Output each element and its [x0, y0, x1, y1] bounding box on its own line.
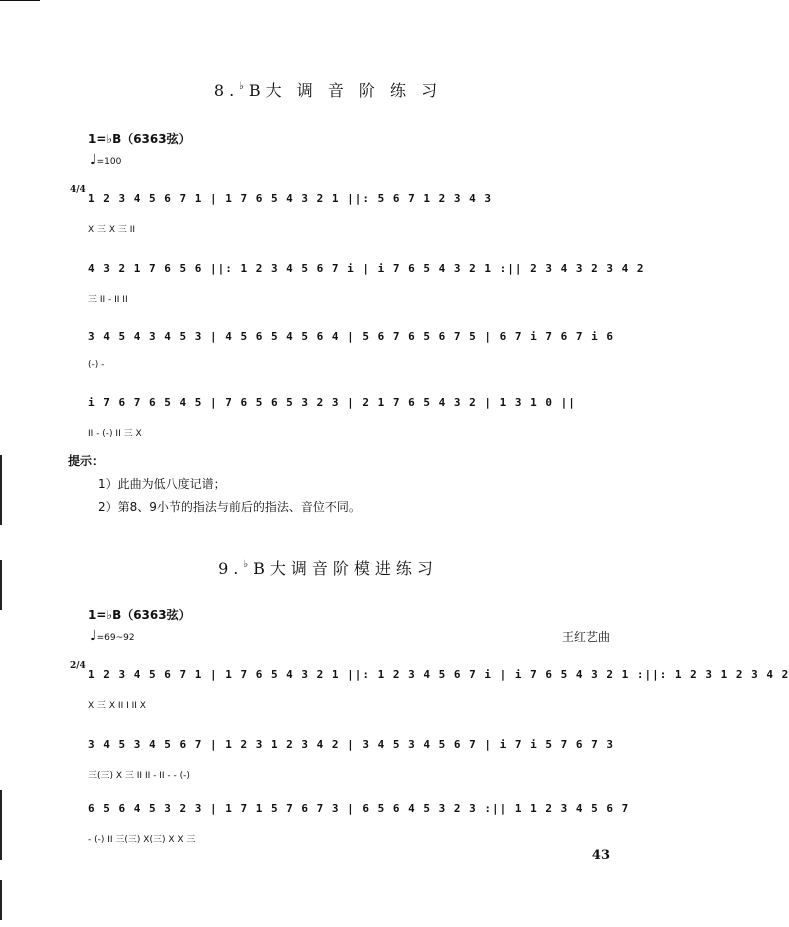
notes: i 7 6 7 6 5 4 5 | 7 6 5 6 5 3 2 3 | 2 1 7 6 5 4 3 2 | 1 3 1 0 ||: [88, 396, 576, 409]
section8-row-1: [70, 185, 616, 235]
section9-tempo: [90, 628, 135, 644]
corner-rule: [0, 0, 40, 1]
section8-title-number: 8.: [213, 81, 240, 100]
notes: 6 5 6 4 5 3 2 3 | 1 7 1 5 7 6 7 3 | 6 5 6 4 5 3 2 3 :|| 1 1 2 3 4 5 6 7: [88, 802, 630, 815]
margin-mark-3: [0, 790, 2, 860]
section9-title: [0, 556, 656, 579]
section8-key: 1=♭B（6363弦）: [88, 132, 191, 146]
fingering-marks: X 三 X II I II X: [88, 701, 146, 711]
section9-key: 1=♭B（6363弦）: [88, 608, 191, 622]
section8-row-4: [88, 396, 616, 439]
section8-title: [0, 78, 656, 101]
quarter-note-icon: ♩: [90, 628, 97, 644]
section9-title-flat: ♭: [243, 559, 254, 570]
section9-title-text: B大调音阶模进练习: [253, 559, 438, 578]
section8-tempo-value: =100: [96, 157, 122, 167]
section8-row-2: [88, 262, 645, 305]
fingering-marks: (-) -: [88, 360, 105, 370]
section9-title-number: 9.: [218, 559, 244, 578]
section8-title-flat: ♭: [239, 81, 249, 92]
notes: 3 4 5 3 4 5 6 7 | 1 2 3 1 2 3 4 2 | 3 4 5 3 4 5 6 7 | i 7 i 5 7 6 7 3: [88, 738, 614, 751]
tips-block: [68, 452, 361, 515]
section9-tempo-value: =69~92: [96, 633, 135, 643]
section8-tempo: [90, 152, 121, 168]
notes: 4 3 2 1 7 6 5 6 ||: 1 2 3 4 5 6 7 i | i 7 6 5 4 3 2 1 :|| 2 3 4 3 2 3 4 2: [88, 262, 645, 275]
notes: 1 2 3 4 5 6 7 1 | 1 7 6 5 4 3 2 1 ||: 1 2 3 4 5 6 7 i | i 7 6 5 4 3 2 1 :||: 1 2 3 1 2 3 4 2: [88, 668, 789, 681]
fingering-marks: X 三 X 三 II: [88, 225, 136, 235]
fingering-marks: - (-) II 三(三) X(三) X X 三: [88, 835, 196, 845]
section8-row-3: [88, 330, 616, 370]
fingering-marks: II - (-) II 三 X: [88, 429, 142, 439]
composer-credit: 王红艺曲: [561, 630, 610, 644]
section8-time-signature: 4/4: [70, 185, 86, 195]
fingering-marks: 三(三) X 三 II II - II - - (-): [88, 771, 190, 781]
section9-time-signature: 2/4: [70, 661, 86, 671]
notes: 3 4 5 4 3 4 5 3 | 4 5 6 5 4 5 6 4 | 5 6 7 6 5 6 7 5 | 6 7 i 7 6 7 i 6: [88, 330, 614, 343]
page-number: 43: [591, 848, 610, 863]
tip-item-1: 1）此曲为低八度记谱；: [98, 477, 226, 491]
tip-item-2: 2）第8、9小节的指法与前后的指法、音位不同。: [98, 500, 361, 514]
section9-row-1: [70, 661, 789, 711]
margin-mark-4: [0, 880, 2, 920]
quarter-note-icon: ♩: [90, 152, 97, 168]
fingering-marks: 三 II - II II: [88, 295, 128, 305]
section8-title-text: B大 调 音 阶 练 习: [248, 81, 443, 100]
tips-label: 提示：: [68, 454, 105, 468]
section9-row-2: [88, 738, 616, 781]
margin-mark-1: [0, 455, 2, 525]
section9-row-3: [88, 802, 630, 845]
notes: 1 2 3 4 5 6 7 1 | 1 7 6 5 4 3 2 1 ||: 5 6 7 1 2 3 4 3: [88, 192, 492, 205]
